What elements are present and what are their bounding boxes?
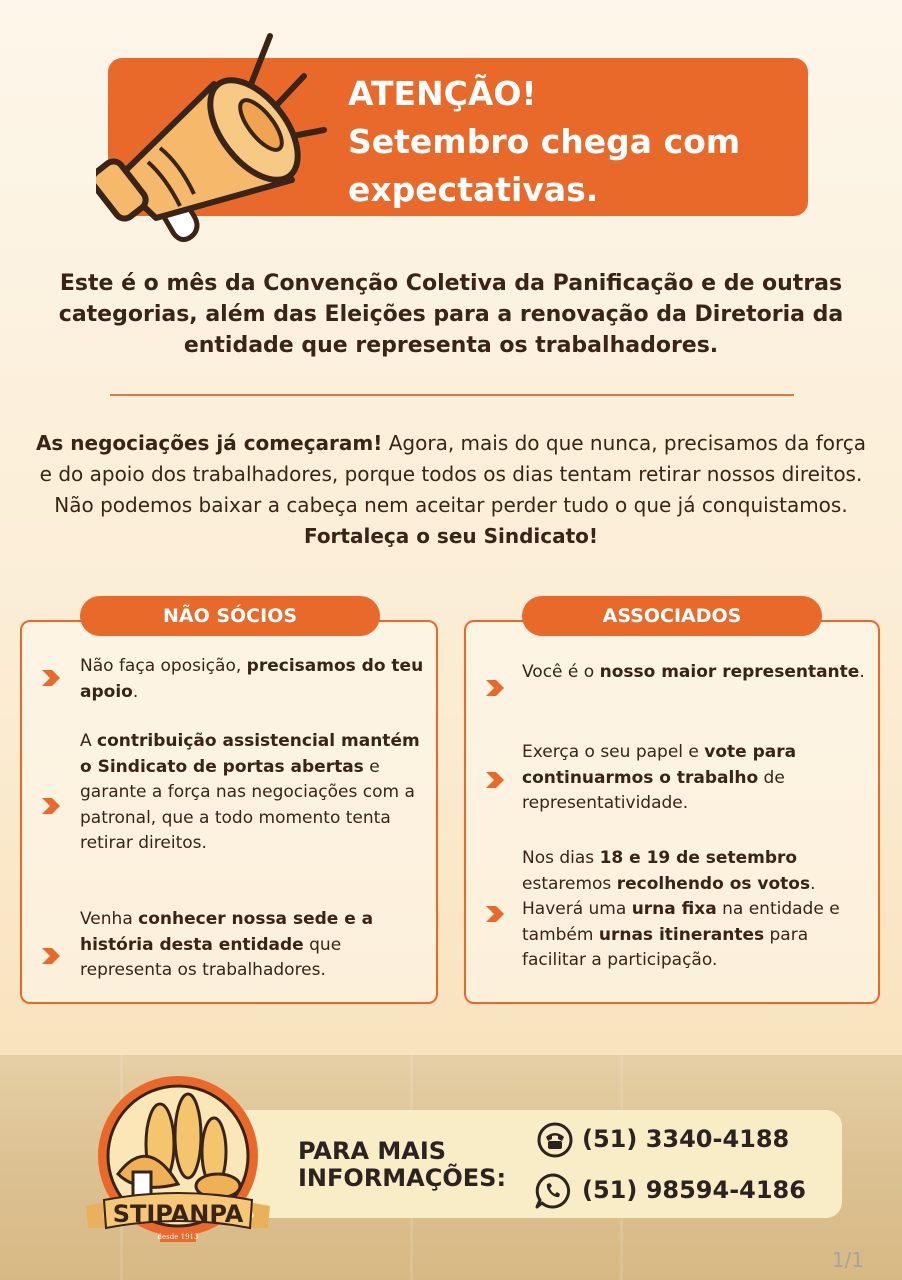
body-lead: As negociações já começaram! <box>35 431 383 455</box>
text-segment: na entidade e também <box>522 899 840 945</box>
telephone-icon <box>536 1121 574 1159</box>
page-number: 1/1 <box>831 1248 864 1272</box>
body-text: Agora, mais do que nunca, precisamos da força e do apoio dos trabalhadores, porque todos os dias tentam retirar nossos direitos. Não podemos baixar a cabeça nem aceitar perder tudo o que já conquistamos. <box>39 431 867 517</box>
text-segment: e garante a força nas negociações com a patronal, que a todo momento tenta retirar direitos. <box>80 756 415 853</box>
text-segment: estaremos <box>522 873 617 894</box>
text-segment: de representatividade. <box>522 767 785 813</box>
arrow-bullet-icon <box>484 904 506 924</box>
text-segment: A <box>80 731 98 751</box>
whatsapp-icon <box>534 1172 572 1210</box>
divider <box>110 394 794 396</box>
header-title <box>348 70 788 214</box>
text-bold: recolhendo os votos <box>616 873 811 894</box>
body-closing: Fortaleça o seu Sindicato! <box>303 524 599 548</box>
nao-socios-item-2 <box>80 729 425 857</box>
arrow-bullet-icon <box>40 946 62 966</box>
text-segment: Exerça o seu papel e <box>522 742 705 762</box>
text-segment: . Haverá uma <box>522 873 816 919</box>
body-paragraph <box>30 428 872 552</box>
megaphone-icon <box>96 30 336 250</box>
logo-since: desde 1913 <box>157 1233 199 1241</box>
phone-number-1[interactable]: (51) 3340-4188 <box>582 1125 790 1153</box>
associados-item-2 <box>522 740 867 817</box>
text-segment: Nos dias <box>522 848 600 868</box>
logo-name: STIPANPA <box>112 1200 244 1228</box>
text-segment: . <box>859 662 865 682</box>
text-segment: . <box>132 681 139 702</box>
arrow-bullet-icon <box>484 770 506 790</box>
text-bold: contribuição assistencial mantém o Sindicato de portas abertas <box>80 731 420 777</box>
text-bold: precisamos do teu apoio <box>80 656 424 702</box>
associados-title: ASSOCIADOS <box>522 596 822 636</box>
arrow-bullet-icon <box>40 796 62 816</box>
info-label: PARA MAIS INFORMAÇÕES: <box>298 1137 507 1192</box>
text-bold: 18 e 19 de setembro <box>599 848 798 868</box>
text-bold: vote para continuarmos o trabalho <box>522 742 797 788</box>
text-segment: Você é o <box>522 662 600 682</box>
nao-socios-title: NÃO SÓCIOS <box>80 596 380 636</box>
nao-socios-item-1 <box>80 654 425 705</box>
header-line-3: expectativas. <box>348 170 599 209</box>
intro-paragraph: Este é o mês da Convenção Coletiva da Panificação e de outras categorias, além das Eleições para a renovação da Diretoria da entidade que representa os trabalhadores. <box>58 271 844 358</box>
stipanpa-logo <box>78 1074 278 1254</box>
arrow-bullet-icon <box>484 678 506 698</box>
text-bold: urnas itinerantes <box>598 924 765 945</box>
text-bold: conhecer nossa sede e a história desta entidade <box>80 909 374 955</box>
text-segment: que representa os trabalhadores. <box>80 934 342 980</box>
header-line-1: ATENÇÃO! <box>348 74 537 113</box>
nao-socios-item-3 <box>80 907 425 984</box>
arrow-bullet-icon <box>40 668 62 688</box>
header-line-2: Setembro chega com <box>348 122 741 161</box>
text-segment: para facilitar a participação. <box>522 924 809 970</box>
associados-item-1 <box>522 660 867 686</box>
text-bold: nosso maior representante <box>599 662 860 682</box>
associados-item-3 <box>522 846 874 974</box>
text-bold: urna fixa <box>631 899 717 919</box>
text-segment: Venha <box>80 909 139 929</box>
phone-number-2[interactable]: (51) 98594-4186 <box>582 1176 806 1204</box>
text-segment: Não faça oposição, <box>80 656 247 676</box>
